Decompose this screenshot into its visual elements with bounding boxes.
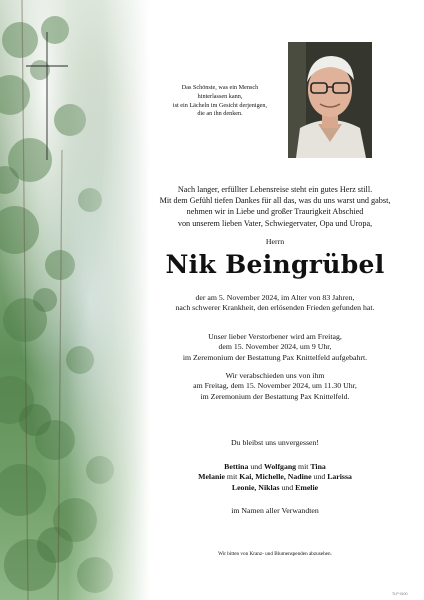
family-name: Kai, Michelle, Nadine <box>239 472 312 482</box>
quote-line: hinterlassen kann, <box>197 92 243 100</box>
family-line-3 <box>130 483 420 493</box>
quote-line: Das Schönste, was ein Mensch <box>181 84 259 91</box>
laid-out-line: dem 15. November 2024, um 9 Uhr, <box>218 342 332 352</box>
quote-block <box>134 84 306 119</box>
connector: mit <box>224 472 240 482</box>
family-name: Tina <box>310 462 326 471</box>
intro-line: nehmen wir in Liebe und großer Traurigkeit Abschied <box>186 207 364 217</box>
family-line-1 <box>130 462 420 472</box>
quote-line: die an ihn denken. <box>197 110 243 118</box>
death-paragraph <box>130 293 420 314</box>
family-name: Emelie <box>295 482 319 492</box>
connector: und <box>279 482 296 492</box>
cross-icon <box>0 0 150 600</box>
deceased-name: Nik Beingrübel <box>165 250 385 279</box>
laid-out-line: im Zeremonium der Bestattung Pax Knittelfeld aufgebahrt. <box>182 352 368 362</box>
family-block <box>130 462 420 493</box>
connector: und <box>311 472 328 482</box>
family-name: Bettina <box>224 462 249 471</box>
family-name: Melanie <box>198 472 225 482</box>
family-name: Wolfgang <box>264 462 297 471</box>
connector: mit <box>296 462 311 471</box>
laid-out-line: Unser lieber Verstorbener wird am Freitag, <box>208 332 342 341</box>
farewell-line: am Freitag, dem 15. November 2024, um 11.30 Uhr, <box>193 381 357 391</box>
family-name: Leonie, Niklas <box>231 482 280 492</box>
farewell-line: im Zeremonium der Bestattung Pax Knittelfeld. <box>200 391 350 401</box>
quote-line: ist ein Lächeln im Gesicht derjenigen, <box>172 101 268 109</box>
family-line-2 <box>130 472 420 482</box>
death-line: nach schwerer Krankheit, den erlösenden Frieden gefunden hat. <box>175 303 375 313</box>
donation-note: Wir bitten von Kranz- und Blumenspenden abzusehen. <box>218 551 332 557</box>
farewell-line: Wir verabschieden uns von ihm <box>225 371 325 380</box>
intro-line: Mit dem Gefühl tiefen Dankes für all das, was du uns warst und gabst, <box>159 196 391 206</box>
connector: und <box>248 462 265 471</box>
laid-out-paragraph <box>130 332 420 363</box>
intro-line: von unserem lieben Vater, Schwiegervater, Opa und Uropa, <box>177 218 373 228</box>
death-line: der am 5. November 2024, im Alter von 83 Jahren, <box>195 293 355 302</box>
unvergessen-line: Du bleibst uns unvergessen! <box>231 438 319 447</box>
salutation: Herrn <box>265 237 285 246</box>
family-name: Larissa <box>327 472 352 482</box>
intro-line: Nach langer, erfüllter Lebensreise steht ein gutes Herz still. <box>177 185 373 194</box>
relatives-line: im Namen aller Verwandten <box>231 506 319 515</box>
intro-paragraph <box>130 184 420 229</box>
farewell-paragraph <box>130 371 420 402</box>
template-code: TLP 9100 <box>392 592 408 596</box>
